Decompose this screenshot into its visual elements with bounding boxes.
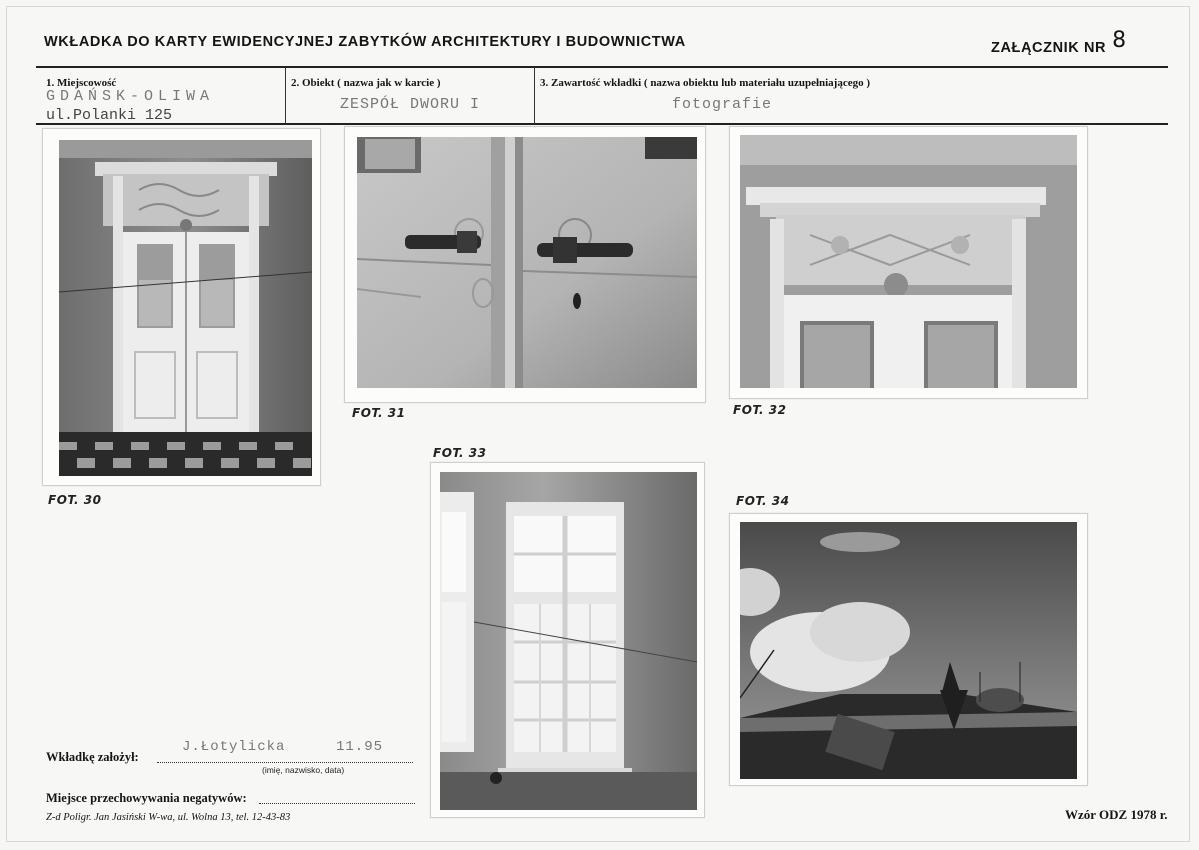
founder-name: J.Łotylicka bbox=[182, 739, 286, 755]
caption-photo-34: FOT. 34 bbox=[736, 494, 790, 508]
annex-number bbox=[991, 28, 1127, 58]
form-version: Wzór ODZ 1978 r. bbox=[1065, 807, 1168, 822]
locality-street: ul.Polanki 125 bbox=[46, 107, 173, 124]
object-value: ZESPÓŁ DWORU I bbox=[340, 96, 481, 113]
photo-33 bbox=[430, 462, 705, 818]
contents-label-hint: ( nazwa obiektu lub materiału uzupełniającego ) bbox=[643, 77, 871, 89]
caption-photo-30: FOT. 30 bbox=[48, 493, 102, 507]
founder-label: Wkładkę założył: bbox=[46, 750, 139, 764]
negatives-dotted-line bbox=[259, 803, 415, 804]
founder-dotted-line bbox=[157, 762, 413, 763]
contents-label-text: 3. Zawartość wkładki bbox=[540, 77, 642, 89]
photo-34-image bbox=[740, 522, 1077, 779]
locality-label: 1. Miejscowość bbox=[46, 77, 117, 89]
annex-number-value: 8 bbox=[1112, 28, 1127, 53]
header-top-rule bbox=[36, 66, 1168, 68]
header-bottom-rule bbox=[36, 123, 1168, 125]
photo-30 bbox=[42, 128, 321, 486]
photo-31-image bbox=[357, 137, 697, 388]
object-label-hint: ( nazwa jak w karcie ) bbox=[337, 77, 441, 89]
negatives-label: Miejsce przechowywania negatywów: bbox=[46, 791, 247, 805]
photo-32-image bbox=[740, 135, 1077, 388]
photo-34 bbox=[729, 513, 1088, 786]
form-title: WKŁADKA DO KARTY EWIDENCYJNEJ ZABYTKÓW ARCHITEKTURY I BUDOWNICTWA bbox=[44, 34, 686, 50]
object-label-text: 2. Obiekt bbox=[291, 77, 335, 89]
founder-date: 11.95 bbox=[336, 739, 384, 755]
founder-hint: (imię, nazwisko, data) bbox=[262, 765, 345, 775]
annex-label: ZAŁĄCZNIK NR bbox=[991, 40, 1107, 56]
header-divider-2 bbox=[534, 67, 535, 124]
contents-value: fotografie bbox=[672, 96, 773, 113]
photo-33-image bbox=[440, 472, 697, 810]
photo-31 bbox=[344, 126, 706, 403]
photo-32 bbox=[729, 126, 1088, 399]
locality-value: GDAŃSK-OLIWA bbox=[46, 88, 215, 105]
photo-30-image bbox=[59, 140, 312, 476]
header-divider-1 bbox=[285, 67, 286, 124]
caption-photo-31: FOT. 31 bbox=[352, 406, 406, 420]
printer-imprint: Z-d Poligr. Jan Jasiński W-wa, ul. Wolna 13, tel. 12-43-83 bbox=[46, 812, 291, 823]
caption-photo-32: FOT. 32 bbox=[733, 403, 787, 417]
caption-photo-33: FOT. 33 bbox=[433, 446, 487, 460]
contents-label bbox=[540, 77, 870, 89]
object-label bbox=[291, 77, 441, 89]
